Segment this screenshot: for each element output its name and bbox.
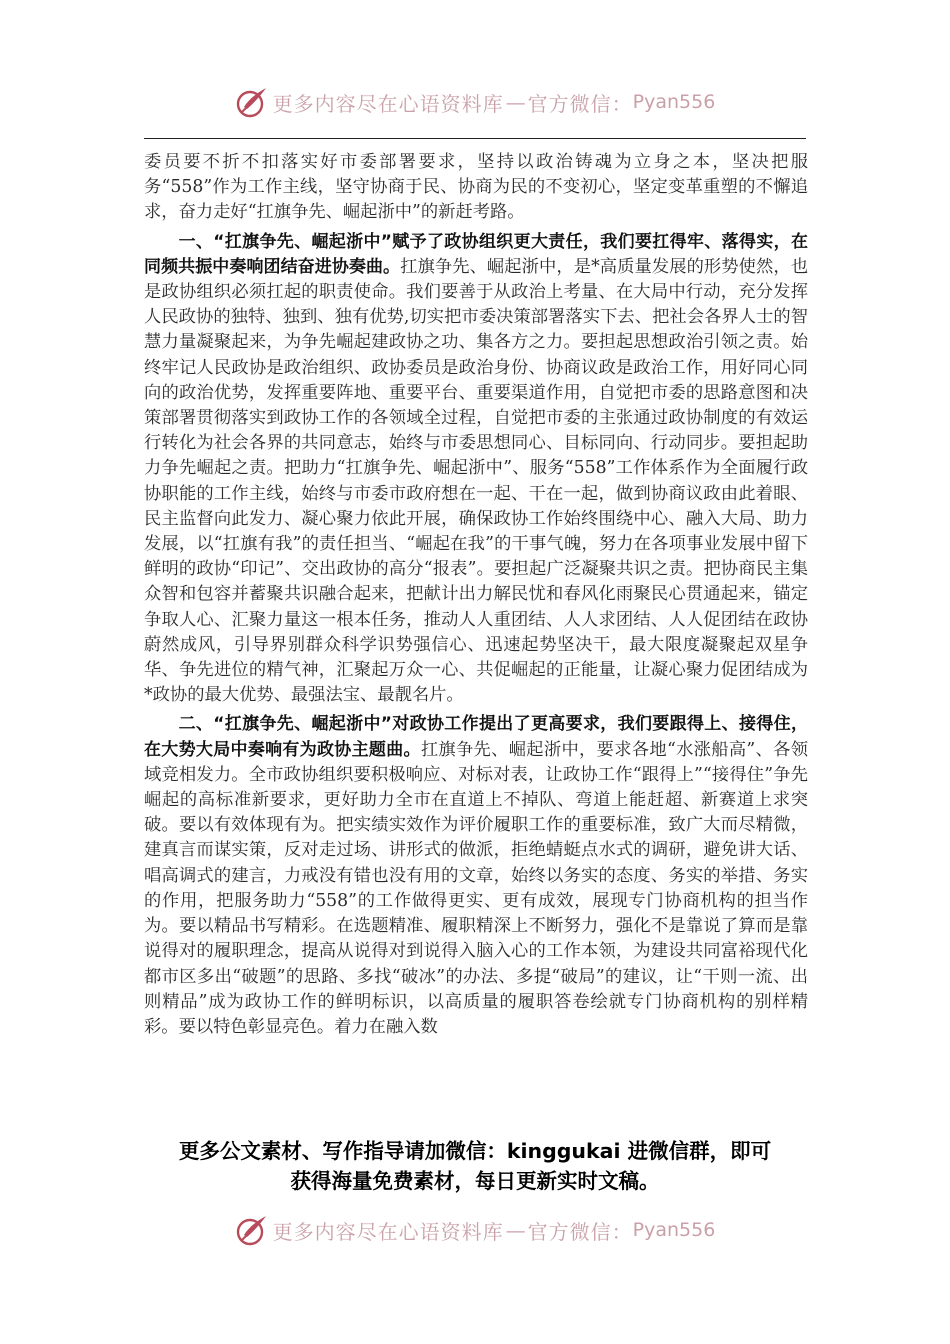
- promo-line-2: 获得海量免费素材，每日更新实时文稿。: [290, 1169, 660, 1193]
- watermark-header: [0, 82, 950, 122]
- promo-line-1: 更多公文素材、写作指导请加微信：kinggukai 进微信群，即可: [178, 1139, 772, 1163]
- promo-banner: [0, 1136, 950, 1196]
- paragraph-3: [144, 712, 808, 1040]
- watermark-text: 更多内容尽在心语资料库: [272, 1219, 504, 1244]
- watermark-handle: Pyan556: [632, 91, 716, 113]
- paragraph-1: 委员要不折不扣落实好市委部署要求，坚持以政治铸魂为立身之本，坚决把服务“558”作为工作主线，坚守协商于民、协商为民的不变初心，坚定变革重塑的不懈追求，奋力走好“扛旗争先、崛起浙中”的新赶考路。: [144, 152, 808, 223]
- section-heading-1: 一、“扛旗争先、崛起浙中”赋予了政协组织更大责任，我们要扛得牢、落得实，在同频共振中奏响团结奋进协奏曲。: [144, 231, 808, 277]
- watermark-separator: —: [505, 90, 526, 114]
- quill-logo-icon: [235, 85, 269, 119]
- watermark-wechat-label: 官方微信：: [527, 1219, 633, 1244]
- header-rule: [144, 138, 806, 139]
- section-heading-2: 二、“扛旗争先、崛起浙中”对政协工作提出了更高要求，我们要跟得上、接得住，在大势大局中奏响有为政协主题曲。: [144, 714, 808, 760]
- watermark-footer: [0, 1210, 950, 1250]
- quill-logo-icon: [235, 1213, 269, 1247]
- watermark-separator: —: [505, 1218, 526, 1242]
- watermark-wechat-label: 官方微信：: [527, 91, 633, 116]
- watermark-handle: Pyan556: [632, 1219, 716, 1241]
- paragraph-2: [144, 230, 808, 709]
- document-body: [144, 150, 808, 1044]
- paragraph-2-text: 扛旗争先、崛起浙中，是*高质量发展的形势使然，也是政协组织必须扛起的职责使命。我们要善于从政治上考量、在大局中行动，充分发挥人民政协的独特、独到、独有优势,切实把市委决策部署落实下去、把社会各界人士的智慧力量凝聚起来，为争先崛起建政协之功、集各方之力。要担起思想政治引领之责。始终牢记人民政协是政治组织、政协委员是政治身份、协商议政是政治工作，用好同心同向的政治优势，发挥重要阵地、重要平台、重要渠道作用，自觉把市委的思路意图和决策部署贯彻落实到政协工作的各领域全过程，自觉把市委的主张通过政协制度的有效运行转化为社会各界的共同意志，始终与市委思想同心、目标同向、行动同步。要担起助力争先崛起之责。把助力“扛旗争先、崛起浙中”、服务“558”工作体系作为全面履行政协职能的工作主线，始终与市委市政府想在一起、干在一起，做到协商议政由此着眼、民主监督向此发力、凝心聚力依此开展，确保政协工作始终围绕中心、融入大局、助力发展，以“扛旗有我”的责任担当、“崛起在我”的干事气魄，努力在各项事业发展中留下鲜明的政协“印记”、交出政协的高分“报表”。要担起广泛凝聚共识之责。把协商民主集众智和包容并蓄聚共识融合起来，把献计出力解民忧和春风化雨聚民心贯通起来，锚定争取人心、汇聚力量这一根本任务，推动人人重团结、人人求团结、人人促团结在政协蔚然成风，引导界别群众科学识势强信心、迅速起势坚决干，最大限度凝聚起双星争华、争先进位的精气神，汇聚起万众一心、共促崛起的正能量，让凝心聚力促团结成为*政协的最大优势、最强法宝、最靓名片。: [144, 256, 808, 706]
- watermark-text: 更多内容尽在心语资料库: [272, 91, 504, 116]
- paragraph-3-text: 扛旗争先、崛起浙中，要求各地“水涨船高”、各领域竞相发力。全市政协组织要积极响应、对标对表，让政协工作“跟得上”“接得住”争先崛起的高标准新要求，更好助力全市在直道上不掉队、弯道上能赶超、新赛道上求突破。要以有效体现有为。把实绩实效作为评价履职工作的重要标准，致广大而尽精微，建真言而谋实策，反对走过场、讲形式的做派，拒绝蜻蜓点水式的调研，避免讲大话、唱高调式的建言，力戒没有错也没有用的文章，始终以务实的态度、务实的举措、务实的作用，把服务助力“558”的工作做得更实、更有成效，展现专门协商机构的担当作为。要以精品书写精彩。在选题精准、履职精深上不断努力，强化不是靠说了算而是靠说得对的履职理念，提高从说得对到说得入脑入心的工作本领，为建设共同富裕现代化都市区多出“破题”的思路、多找“破冰”的办法、多提“破局”的建议，让“干则一流、出则精品”成为政协工作的鲜明标识，以高质量的履职答卷绘就专门协商机构的别样精彩。要以特色彰显亮色。着力在融入数: [144, 739, 809, 1037]
